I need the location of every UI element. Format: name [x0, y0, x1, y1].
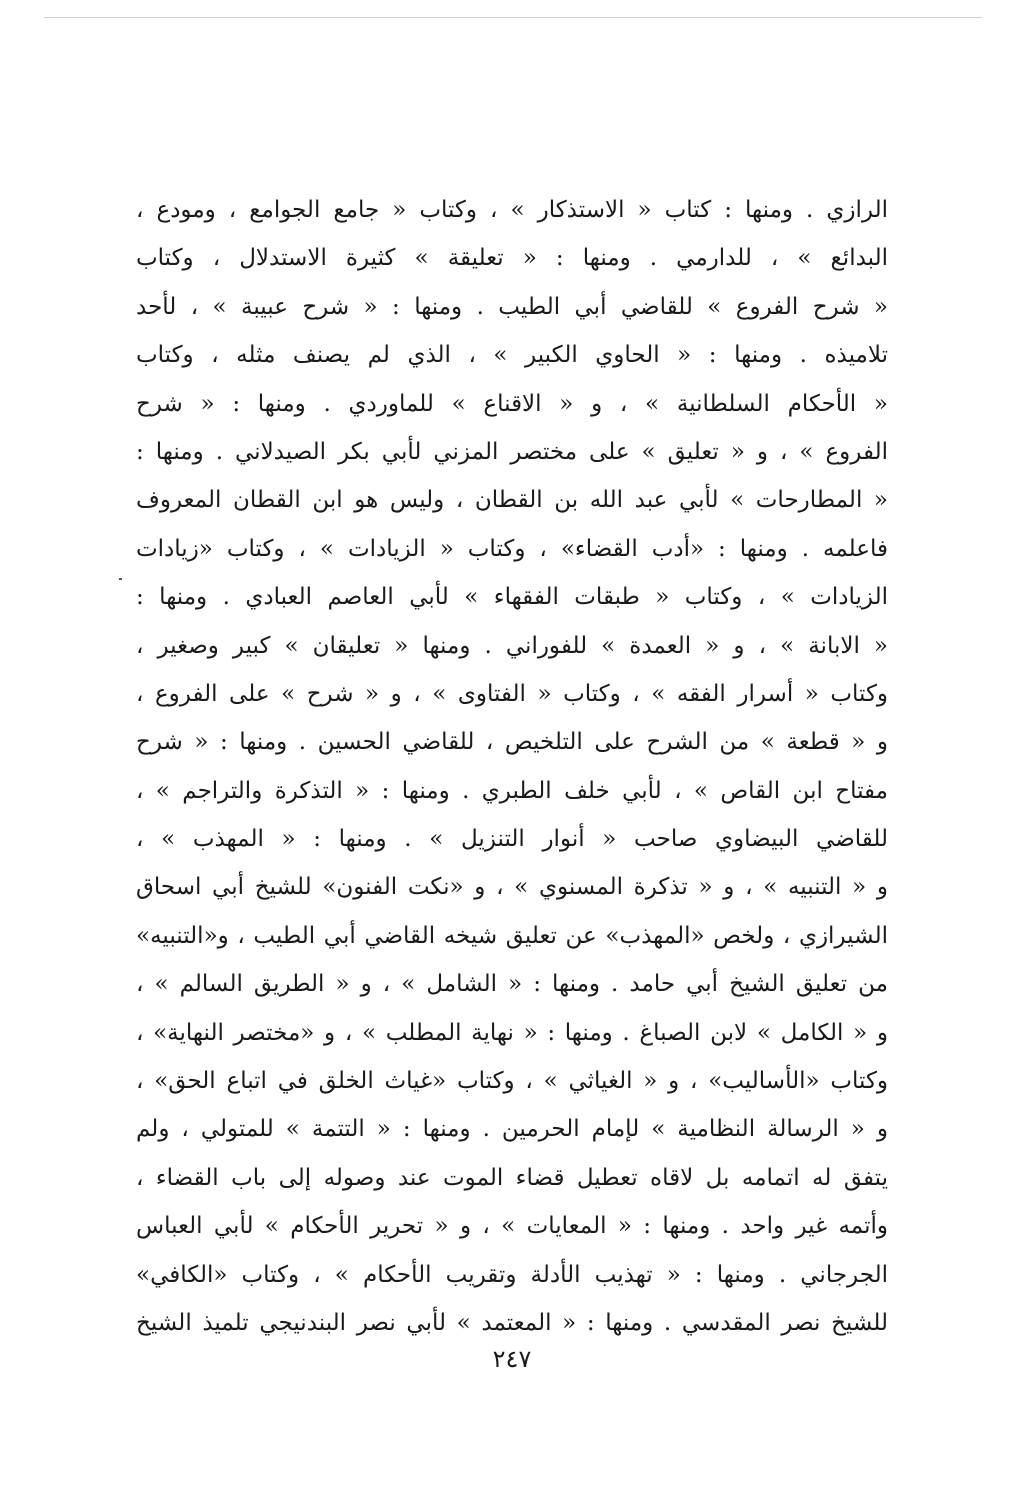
text-line: و « الرسالة النظامية » لإمام الحرمين . ومنها : « التتمة » للمتولي ، ولم — [136, 1116, 888, 1143]
text-line: الجرجاني . ومنها : « تهذيب الأدلة وتقريب الأحكام » ، وكتاب «الكافي» — [136, 1261, 888, 1288]
top-border-line — [44, 17, 982, 18]
text-line: للقاضي البيضاوي صاحب « أنوار التنزيل » . ومنها : « المهذب » ، — [136, 826, 888, 853]
text-line: و « قطعة » من الشرح على التلخيص ، للقاضي الحسين . ومنها : « شرح — [136, 729, 888, 756]
text-line: « المطارحات » لأبي عبد الله بن القطان ، وليس هو ابن القطان المعروف — [136, 487, 888, 514]
text-line: الزيادات » ، وكتاب « طبقات الفقهاء » لأبي العاصم العبادي . ومنها : — [136, 584, 888, 611]
text-line: يتفق له اتمامه بل لاقاه تعطيل قضاء الموت عند وصوله إلى باب القضاء ، — [136, 1164, 888, 1191]
text-line: « شرح الفروع » للقاضي أبي الطيب . ومنها : « شرح عبيبة » ، لأحد — [136, 293, 888, 320]
text-line: الرازي . ومنها : كتاب « الاستذكار » ، وكتاب « جامع الجوامع ، ومودع ، — [136, 197, 888, 223]
text-line: البدائع » ، للدارمي . ومنها : « تعليقة » كثيرة الاستدلال ، وكتاب — [136, 245, 888, 272]
text-line: وكتاب « أسرار الفقه » ، وكتاب « الفتاوى » ، و « شرح » على الفروع ، — [136, 680, 888, 707]
text-line: وأتمه غير واحد . ومنها : « المعايات » ، و « تحرير الأحكام » لأبي العباس — [136, 1213, 888, 1240]
text-line: تلاميذه . ومنها : « الحاوي الكبير » ، الذي لم يصنف مثله ، وكتاب — [136, 342, 888, 369]
text-line: فاعلمه . ومنها : «أدب القضاء» ، وكتاب « الزيادات » ، وكتاب «زيادات — [136, 535, 888, 562]
text-line: و « التنبيه » ، و « تذكرة المسنوي » ، و «نكت الفنون» للشيخ أبي اسحاق — [136, 874, 888, 901]
text-line: للشيخ نصر المقدسي . ومنها : « المعتمد » لأبي نصر البندنيجي تلميذ الشيخ — [136, 1309, 888, 1336]
page-text-body — [136, 186, 888, 1347]
text-line: وكتاب «الأساليب» ، و « الغياثي » ، وكتاب «غياث الخلق في اتباع الحق» ، — [136, 1068, 888, 1095]
text-line: من تعليق الشيخ أبي حامد . ومنها : « الشامل » ، و « الطريق السالم » ، — [136, 971, 888, 998]
text-line: « الابانة » ، و « العمدة » للفوراني . ومنها « تعليقان » كبير وصغير ، — [136, 632, 888, 659]
page-number: ٢٤٧ — [492, 1345, 532, 1373]
text-line: و « الكامل » لابن الصباغ . ومنها : « نهاية المطلب » ، و «مختصر النهاية» ، — [136, 1019, 888, 1046]
text-line: « الأحكام السلطانية » ، و « الاقناع » للماوردي . ومنها : « شرح — [136, 390, 888, 417]
text-line: الفروع » ، و « تعليق » على مختصر المزني لأبي بكر الصيدلاني . ومنها : — [136, 438, 888, 465]
margin-mark — [119, 578, 122, 580]
text-line: مفتاح ابن القاص » ، لأبي خلف الطبري . ومنها : « التذكرة والتراجم » ، — [136, 777, 888, 804]
text-line: الشيرازي ، ولخص «المهذب» عن تعليق شيخه القاضي أبي الطيب ، و«التنبيه» — [136, 922, 888, 949]
